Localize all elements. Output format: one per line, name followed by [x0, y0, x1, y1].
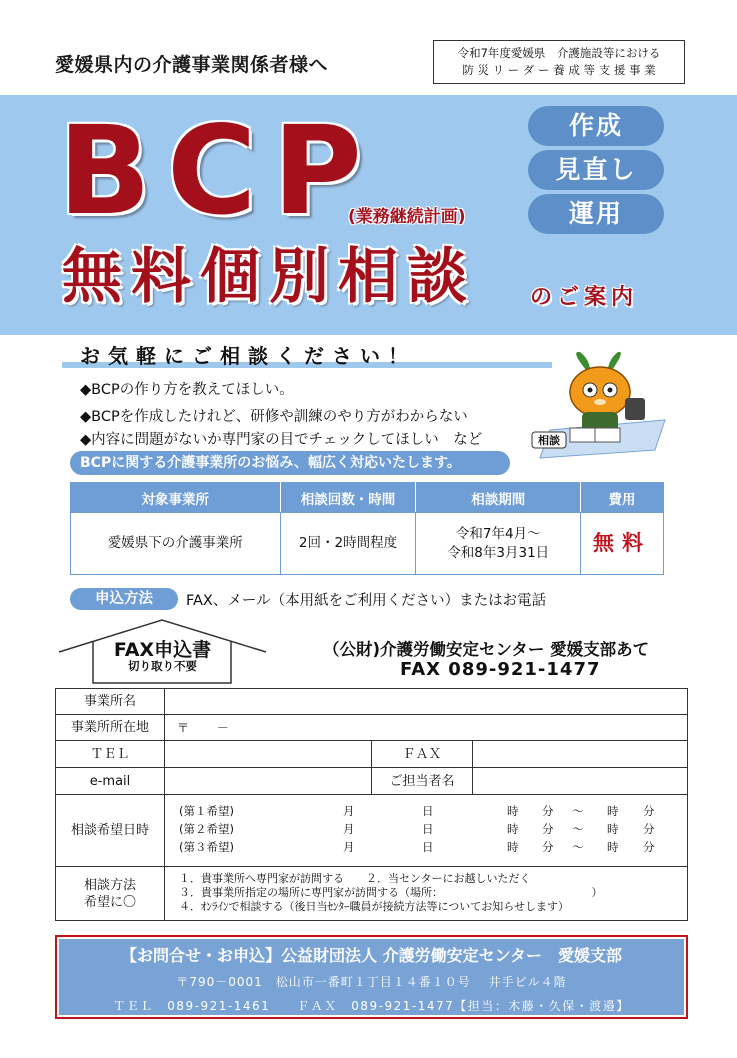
form-row-date: [56, 795, 687, 867]
address-field[interactable]: 〒 －: [177, 721, 229, 735]
greeting: 愛媛県内の介護事業関係者様へ: [55, 54, 329, 76]
footer-address: 〒790－0001 松山市一番町１丁目１４番１０号 井手ビル４階: [176, 975, 567, 989]
destination-fax: FAX 089-921-1477: [400, 659, 601, 680]
form-row-address: [56, 715, 687, 741]
fax-form-title: FAX申込書: [113, 639, 212, 661]
tel-field[interactable]: [165, 741, 372, 767]
cell-target: 愛媛県下の介護事業所: [71, 513, 281, 575]
cell-count: 2回・2時間程度: [280, 513, 416, 575]
label-fax: ＦＡＸ: [372, 741, 473, 767]
cell-period: [416, 513, 581, 575]
destination-name: （公財)介護労働安定センター 愛媛支部あて: [323, 640, 650, 659]
project-box: [433, 40, 685, 84]
bullet-item: ◆BCPを作成したけれど、研修や訓練のやり方がわからない: [80, 409, 468, 425]
fax-field[interactable]: [473, 741, 687, 767]
label-office: 事業所名: [56, 689, 165, 714]
leaf-icon: [608, 352, 621, 370]
header-target: 対象事業所: [71, 483, 281, 513]
form-row-email-person: [56, 768, 687, 795]
contact-footer: [55, 935, 688, 1019]
apply-text: FAX、メール（本用紙をご利用ください）またはお電話: [186, 593, 547, 609]
footer-tel: ＴＥＬ 089-921-1461 ＦＡＸ 089-921-1477【担当：木藤・久保・渡邉】: [113, 999, 630, 1013]
period-start: 令和7年4月～: [455, 525, 541, 542]
label-tel: ＴＥＬ: [56, 741, 165, 767]
label-person: ご担当者名: [372, 768, 473, 794]
method-field[interactable]: [165, 867, 687, 920]
call-out: お気軽にご相談ください！: [80, 344, 416, 368]
label-method: 相談方法 希望に〇: [56, 867, 165, 920]
pill-review: 見直し: [528, 150, 664, 190]
fax-form-note: 切り取り不要: [128, 659, 197, 673]
bcp-subtitle: (業務継続計画): [348, 207, 466, 227]
method-option[interactable]: ４．ｵﾝﾗｲﾝで相談する（後日当ｾﾝﾀｰ職員が接続方法等についてお知らせします）: [179, 900, 569, 913]
mascot-illustration: [530, 350, 670, 460]
project-line-2: 防 災 リ ー ダ ー 養 成 等 支 援 事 業: [462, 63, 656, 77]
method-option[interactable]: ３．貴事業所指定の場所に専門家が訪問する（場所： ）: [179, 886, 603, 899]
mascot-label: 相談: [538, 434, 560, 447]
application-form: [55, 688, 688, 921]
scope-bar: BCPに関する介護事業所のお悩み、幅広く対応いたします。: [70, 451, 510, 475]
header-period: 相談期間: [416, 483, 581, 513]
leaf-icon: [576, 352, 590, 370]
footer-title: 【お問合せ・お申込】公益財団法人 介護労働安定センター 愛媛支部: [121, 946, 622, 965]
form-row-tel-fax: [56, 741, 687, 768]
cell-fee: 無料: [581, 513, 664, 575]
header-fee: 費用: [581, 483, 664, 513]
apply-label: 申込方法: [70, 588, 178, 610]
form-row-office: [56, 689, 687, 715]
bullet-item: ◆BCPの作り方を教えてほしい。: [80, 382, 294, 398]
pill-operate: 運用: [528, 194, 664, 234]
form-row-method: [56, 867, 687, 920]
pref-line: (第２希望) 月 日 時 分 ～ 時 分: [179, 822, 655, 836]
project-line-1: 令和7年度愛媛県 介護施設等における: [457, 46, 661, 60]
method-option[interactable]: １．貴事業所へ専門家が訪問する ２．当センターにお越しいただく: [179, 872, 531, 885]
header-count: 相談回数・時間: [280, 483, 416, 513]
bullet-item: ◆内容に問題がないか専門家の目でチェックしてほしい など: [80, 432, 483, 448]
consult-suffix: のご案内: [530, 285, 639, 310]
office-field[interactable]: [165, 689, 687, 714]
consult-title: 無料個別相談: [62, 242, 476, 312]
label-date: 相談希望日時: [56, 795, 165, 866]
bcp-title: BCP: [58, 100, 378, 242]
period-end: 令和8年3月31日: [447, 544, 550, 561]
email-field[interactable]: [165, 768, 372, 794]
pref-line: (第１希望) 月 日 時 分 ～ 時 分: [179, 804, 655, 818]
info-table: [70, 482, 664, 575]
person-field[interactable]: [473, 768, 687, 794]
pref-line: (第３希望) 月 日 時 分 ～ 時 分: [179, 840, 655, 854]
pill-create: 作成: [528, 106, 664, 146]
date-field[interactable]: [165, 795, 687, 866]
label-address: 事業所所在地: [56, 715, 165, 740]
label-email: e-mail: [56, 768, 165, 794]
